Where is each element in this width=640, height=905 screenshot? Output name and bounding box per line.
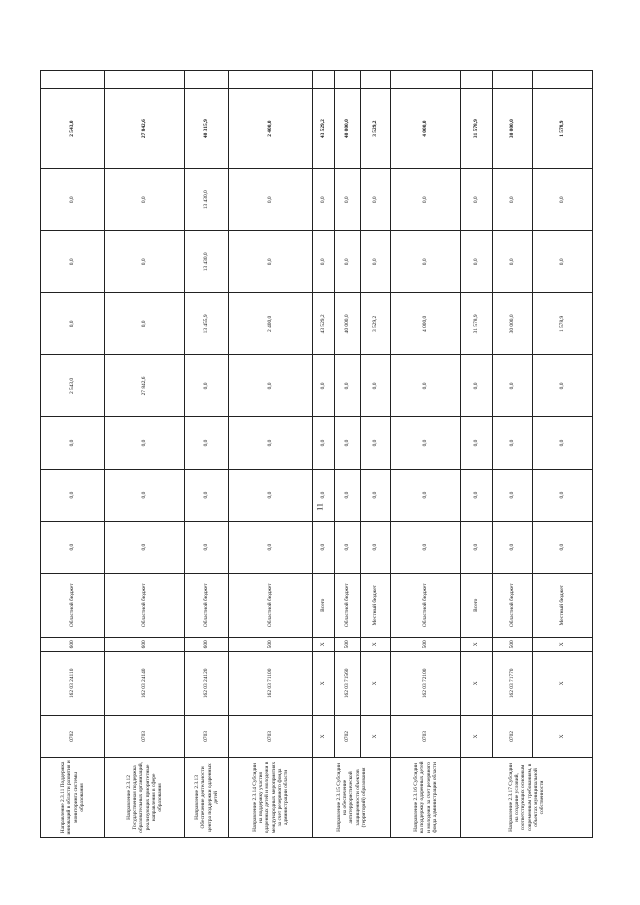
value-cell: 0,0	[105, 521, 185, 573]
spacer-cell	[461, 71, 493, 89]
total-cell: 2 400,0	[229, 89, 313, 169]
total-cell: 3 529,2	[361, 89, 391, 169]
spacer-cell	[41, 71, 105, 89]
vr-cell: 600	[105, 637, 185, 651]
csr-cell: 162 03 24120	[185, 651, 229, 715]
value-cell: 0,0	[391, 521, 461, 573]
csr-cell: X	[461, 651, 493, 715]
value-cell: 0,0	[533, 469, 593, 521]
value-cell: 1 578,9	[533, 293, 593, 355]
source-cell: Местный бюджет	[361, 573, 391, 637]
csr-cell: 162 03 71100	[229, 651, 313, 715]
value-cell: 0,0	[105, 417, 185, 469]
table-row	[493, 71, 533, 838]
rz-cell: 0703	[105, 715, 185, 757]
direction-cell: Направление 2.3.14 Субсидии на поддержку участия одаренных детей и молодежи в международных мероприятиях за счет резервного фонда администрации области	[229, 757, 313, 837]
value-cell: 13 430,0	[185, 169, 229, 231]
value-cell: 0,0	[229, 521, 313, 573]
value-cell: 0,0	[105, 169, 185, 231]
value-cell: 30 000,0	[493, 293, 533, 355]
value-cell: 31 578,9	[461, 293, 493, 355]
total-cell: 31 578,9	[461, 89, 493, 169]
value-cell: 0,0	[361, 521, 391, 573]
spacer-cell	[493, 71, 533, 89]
direction-cell: Направление 2.3.11 Поддержка инноваций в области развития и мониторинга системы образования	[41, 757, 105, 837]
table-row	[105, 71, 185, 838]
rz-cell: 0703	[229, 715, 313, 757]
value-cell: 13 430,0	[185, 231, 229, 293]
value-cell: 0,0	[461, 169, 493, 231]
table-row	[391, 71, 461, 838]
table-row	[335, 71, 361, 838]
rz-cell: 0703	[391, 715, 461, 757]
direction-cell: Направление 2.3.12 Государственная поддержка образовательных организаций, реализующих приоритетные направления в сфере образования	[105, 757, 185, 837]
value-cell: 0,0	[335, 169, 361, 231]
spacer-cell	[229, 71, 313, 89]
rz-cell: X	[361, 715, 391, 757]
spacer-cell	[335, 71, 361, 89]
value-cell: 0,0	[41, 169, 105, 231]
value-cell: 0,0	[335, 521, 361, 573]
total-cell: 4 000,0	[391, 89, 461, 169]
total-cell: 27 842,6	[105, 89, 185, 169]
rz-cell: X	[461, 715, 493, 757]
budget-table	[40, 70, 593, 838]
value-cell: 4 000,0	[391, 293, 461, 355]
value-cell: 0,0	[185, 355, 229, 417]
value-cell: 40 000,0	[335, 293, 361, 355]
spacer-cell	[533, 71, 593, 89]
value-cell: 0,0	[229, 355, 313, 417]
vr-cell: 600	[185, 637, 229, 651]
value-cell: 0,0	[229, 169, 313, 231]
csr-cell: 162 03 71770	[493, 651, 533, 715]
csr-cell: X	[361, 651, 391, 715]
csr-cell: 162 03 71560	[335, 651, 361, 715]
vr-cell: 500	[335, 637, 361, 651]
csr-cell: 162 03 24140	[105, 651, 185, 715]
spacer-cell	[361, 71, 391, 89]
value-cell: 0,0	[229, 231, 313, 293]
direction-cell: Направление 2.3.16 Субсидии на поддержку одаренных детей и молодежи за счет резервного фонда администрации области	[391, 757, 461, 837]
vr-cell: 600	[41, 637, 105, 651]
value-cell: 0,0	[229, 417, 313, 469]
rz-cell: X	[533, 715, 593, 757]
vr-cell: X	[461, 637, 493, 651]
value-cell: 0,0	[335, 231, 361, 293]
value-cell: 0,0	[313, 469, 335, 521]
direction-cell: Направление 2.3.17 Субсидии на создание условий, соответствующих основным современным требованиям, в объектах муниципальной собственности	[461, 757, 593, 837]
page-number: 11	[315, 502, 325, 511]
total-cell: 40 000,0	[335, 89, 361, 169]
value-cell: 0,0	[313, 355, 335, 417]
csr-cell: X	[313, 651, 335, 715]
value-cell: 0,0	[493, 355, 533, 417]
value-cell: 0,0	[361, 469, 391, 521]
value-cell: 0,0	[41, 469, 105, 521]
value-cell: 0,0	[105, 469, 185, 521]
rz-cell: 0702	[41, 715, 105, 757]
value-cell: 0,0	[391, 469, 461, 521]
value-cell: 0,0	[41, 293, 105, 355]
vr-cell: 500	[391, 637, 461, 651]
value-cell: 0,0	[533, 231, 593, 293]
spacer-cell	[185, 71, 229, 89]
vr-cell: X	[533, 637, 593, 651]
value-cell: 3 529,2	[361, 293, 391, 355]
csr-cell: 162 03 24110	[41, 651, 105, 715]
table-row	[229, 71, 313, 838]
value-cell: 0,0	[391, 417, 461, 469]
table-row	[313, 71, 335, 838]
value-cell: 0,0	[391, 231, 461, 293]
value-cell: 0,0	[493, 169, 533, 231]
table-row	[361, 71, 391, 838]
value-cell: 0,0	[461, 521, 493, 573]
value-cell: 0,0	[461, 231, 493, 293]
value-cell: 2 400,0	[229, 293, 313, 355]
spacer-cell	[105, 71, 185, 89]
value-cell: 0,0	[391, 169, 461, 231]
source-cell: Областной бюджет	[335, 573, 361, 637]
source-cell: Всего	[313, 573, 335, 637]
value-cell: 0,0	[533, 355, 593, 417]
value-cell: 0,0	[185, 469, 229, 521]
value-cell: 0,0	[533, 417, 593, 469]
value-cell: 13 455,9	[185, 293, 229, 355]
rz-cell: X	[313, 715, 335, 757]
value-cell: 0,0	[41, 521, 105, 573]
value-cell: 0,0	[391, 355, 461, 417]
value-cell: 27 842,6	[105, 355, 185, 417]
value-cell: 0,0	[361, 417, 391, 469]
vr-cell: 500	[229, 637, 313, 651]
source-cell: Всего	[461, 573, 493, 637]
table-row	[41, 71, 105, 838]
total-cell: 30 000,0	[493, 89, 533, 169]
value-cell: 0,0	[335, 355, 361, 417]
source-cell: Областной бюджет	[229, 573, 313, 637]
value-cell: 0,0	[313, 169, 335, 231]
value-cell: 0,0	[533, 169, 593, 231]
value-cell: 0,0	[493, 469, 533, 521]
value-cell: 0,0	[461, 469, 493, 521]
value-cell: 0,0	[493, 417, 533, 469]
rz-cell: 0703	[185, 715, 229, 757]
value-cell: 0,0	[533, 521, 593, 573]
value-cell: 0,0	[313, 417, 335, 469]
table-row	[461, 71, 493, 838]
vr-cell: X	[313, 637, 335, 651]
direction-cell: Направление 2.3.13 Обеспечение деятельности центра поддержки одаренных детей	[185, 757, 229, 837]
direction-cell: Направление 2.3.15 Субсидии на обеспечение антитеррористической защищенности объектов (территорий) образования	[313, 757, 391, 837]
total-cell: 43 529,2	[313, 89, 335, 169]
value-cell: 0,0	[461, 417, 493, 469]
value-cell: 0,0	[461, 355, 493, 417]
source-cell: Областной бюджет	[391, 573, 461, 637]
value-cell: 0,0	[105, 293, 185, 355]
rz-cell: 0702	[335, 715, 361, 757]
value-cell: 0,0	[229, 469, 313, 521]
spacer-cell	[313, 71, 335, 89]
value-cell: 0,0	[313, 521, 335, 573]
csr-cell: 162 03 72100	[391, 651, 461, 715]
value-cell: 2 543,0	[41, 355, 105, 417]
value-cell: 0,0	[335, 469, 361, 521]
value-cell: 0,0	[41, 417, 105, 469]
total-cell: 40 315,9	[185, 89, 229, 169]
vr-cell: X	[361, 637, 391, 651]
value-cell: 0,0	[41, 231, 105, 293]
source-cell: Областной бюджет	[185, 573, 229, 637]
value-cell: 0,0	[313, 231, 335, 293]
value-cell: 0,0	[493, 521, 533, 573]
value-cell: 0,0	[335, 417, 361, 469]
value-cell: 0,0	[493, 231, 533, 293]
value-cell: 0,0	[361, 169, 391, 231]
budget-table-rotated	[40, 70, 592, 838]
source-cell: Местный бюджет	[533, 573, 593, 637]
vr-cell: 500	[493, 637, 533, 651]
csr-cell: X	[533, 651, 593, 715]
rz-cell: 0702	[493, 715, 533, 757]
source-cell: Областной бюджет	[105, 573, 185, 637]
total-cell: 2 543,0	[41, 89, 105, 169]
spacer-cell	[391, 71, 461, 89]
source-cell: Областной бюджет	[41, 573, 105, 637]
value-cell: 0,0	[361, 355, 391, 417]
total-cell: 1 578,9	[533, 89, 593, 169]
value-cell: 0,0	[185, 417, 229, 469]
table-row	[185, 71, 229, 838]
value-cell: 43 529,2	[313, 293, 335, 355]
value-cell: 0,0	[185, 521, 229, 573]
source-cell: Областной бюджет	[493, 573, 533, 637]
table-row	[533, 71, 593, 838]
value-cell: 0,0	[105, 231, 185, 293]
value-cell: 0,0	[361, 231, 391, 293]
